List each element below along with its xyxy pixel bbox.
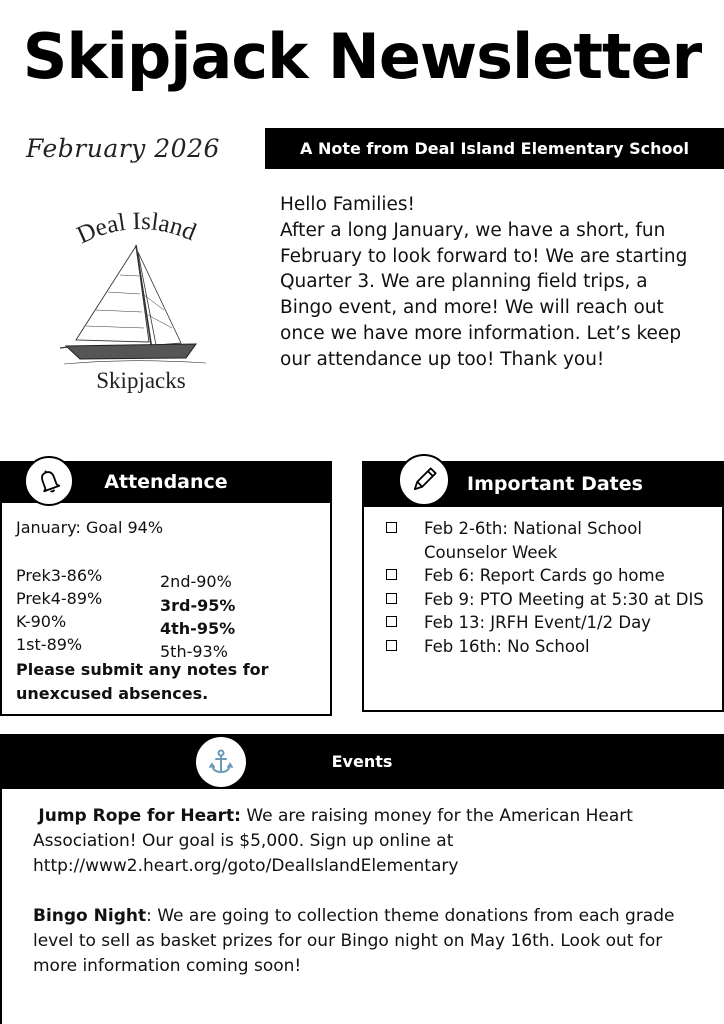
list-item: Feb 2-6th: National School Counselor Week [386, 517, 706, 564]
checkbox-icon [386, 569, 397, 580]
anchor-icon [196, 737, 246, 787]
event-bingo [33, 904, 703, 979]
pencil-icon [398, 454, 450, 506]
list-item: Feb 16th: No School [386, 635, 706, 659]
events-heading: Events [331, 752, 393, 771]
event-bingo-text: : We are going to collection theme donations from each grade level to sell as basket prizes for our Bingo night on May 16th. Look out for more information coming soon! [33, 906, 675, 976]
logo-bottom-text: Skipjacks [96, 368, 186, 393]
event-jump-rope [33, 804, 703, 879]
event-jump-rope-title: Jump Rope for Heart: [38, 806, 241, 826]
list-item: Feb 9: PTO Meeting at 5:30 at DIS [386, 588, 706, 612]
events-body [33, 804, 703, 979]
school-logo [56, 200, 226, 405]
attendance-note: Please submit any notes for unexcused absences. [16, 660, 269, 703]
important-dates-list [386, 517, 706, 658]
attendance-item: 3rd-95% [160, 596, 236, 615]
important-dates-heading: Important Dates [467, 473, 643, 495]
checkbox-icon [386, 640, 397, 651]
note-heading-bar [265, 128, 724, 169]
intro-greeting: Hello Families! [280, 194, 415, 215]
attendance-item: Prek4-89% [16, 589, 103, 608]
attendance-item: 1st-89% [16, 635, 83, 654]
attendance-item: K-90% [16, 612, 67, 631]
newsletter-date: February 2026 [26, 134, 220, 163]
list-item: Feb 6: Report Cards go home [386, 564, 706, 588]
attendance-heading: Attendance [104, 471, 228, 493]
events-heading-bar [0, 734, 724, 789]
checkbox-icon [386, 593, 397, 604]
attendance-goal: January: Goal 94% [16, 518, 164, 537]
attendance-item: 2nd-90% [160, 572, 232, 591]
note-heading: A Note from Deal Island Elementary School [299, 139, 690, 158]
attendance-item: 4th-95% [160, 619, 236, 638]
sailboat-icon [60, 245, 206, 364]
list-item: Feb 13: JRFH Event/1/2 Day [386, 611, 706, 635]
logo-top-text: Deal Island [72, 207, 200, 250]
checkbox-icon [386, 616, 397, 627]
intro-message [280, 192, 700, 373]
attendance-item: Prek3-86% [16, 566, 103, 585]
intro-body: After a long January, we have a short, fun February to look forward to! We are starting Quarter 3. We are planning field trips, a Bingo event, and more! We will reach out once we have more information. Let’s keep our attendance up too! Thank you! [280, 219, 688, 370]
checkbox-icon [386, 522, 397, 533]
event-jump-rope-text: We are raising money for the American Heart Association! Our goal is $5,000. Sign up online at http://www2.heart.org/goto/DealIslandElementary [33, 806, 633, 876]
attendance-item: 5th-93% [160, 642, 228, 661]
newsletter-title: Skipjack Newsletter [22, 20, 702, 93]
bell-icon [24, 456, 74, 506]
event-bingo-title: Bingo Night [33, 906, 147, 926]
